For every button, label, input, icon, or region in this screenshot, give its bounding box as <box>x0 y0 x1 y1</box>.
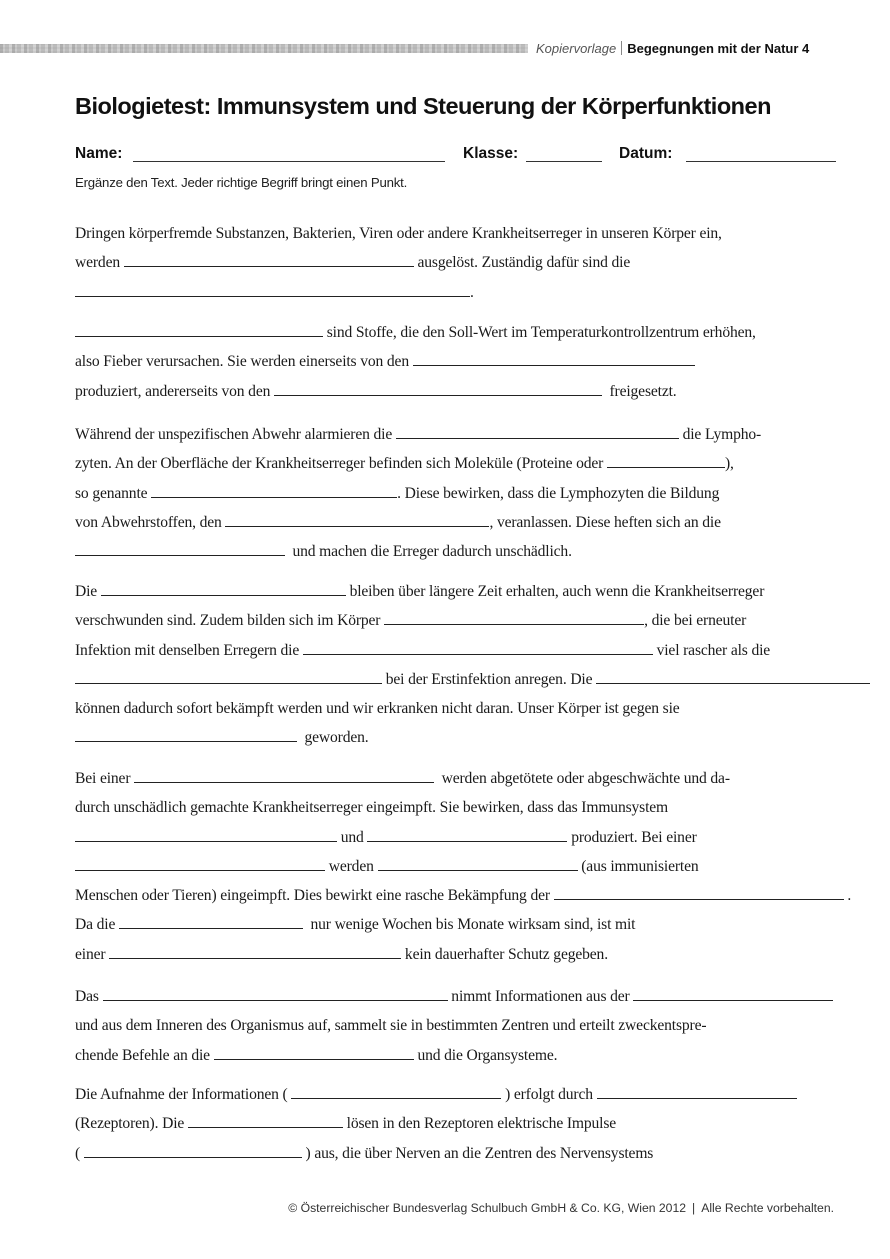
text-segment: von Abwehrstoffen, den <box>75 513 226 531</box>
text-line <box>75 793 845 822</box>
text-segment: verschwunden sind. Zudem bilden sich im Körper <box>75 612 385 630</box>
text-line <box>75 537 845 566</box>
text-line <box>75 636 845 665</box>
answer-blank[interactable] <box>101 582 346 596</box>
text-segment: . <box>843 887 852 905</box>
class-label: Klasse: <box>463 145 519 162</box>
rights-text: Alle Rechte vorbehalten. <box>701 1201 834 1215</box>
text-segment: und <box>337 828 368 846</box>
text-line <box>75 881 852 910</box>
text-segment: ), <box>724 455 734 473</box>
text-segment: einer <box>75 945 110 963</box>
text-line <box>75 1011 845 1040</box>
text-segment: Während der unspezifischen Abwehr alarmieren die <box>75 426 396 443</box>
paragraph <box>75 1080 845 1168</box>
text-line <box>75 665 845 694</box>
text-segment: freigesetzt. <box>602 382 677 400</box>
text-segment: nur wenige Wochen bis Monate wirksam sind, ist mit <box>302 916 636 934</box>
text-line <box>75 764 845 793</box>
text-segment: ( <box>75 1144 84 1162</box>
header-decorative-band <box>0 44 528 53</box>
text-segment: , die bei erneuter <box>644 612 747 630</box>
text-line <box>75 479 845 508</box>
text-segment: ) erfolgt durch <box>501 1086 597 1103</box>
text-line <box>75 449 845 478</box>
paragraph <box>75 764 852 969</box>
text-line <box>75 723 845 752</box>
answer-blank[interactable] <box>554 886 844 900</box>
date-field[interactable] <box>686 161 836 162</box>
paragraph <box>75 982 845 1070</box>
text-segment: produziert, andererseits von den <box>75 382 274 400</box>
text-segment: und aus dem Inneren des Organismus auf, sammelt sie in bestimmten Zentren und erteilt zweckentspre- <box>75 1017 707 1035</box>
answer-blank[interactable] <box>151 484 397 498</box>
answer-blank[interactable] <box>119 915 303 929</box>
text-segment: ausgelöst. Zuständig dafür sind die <box>413 254 631 272</box>
date-label: Datum: <box>619 145 673 162</box>
text-segment: und die Organsysteme. <box>413 1046 558 1064</box>
paragraph <box>75 577 845 753</box>
text-line <box>75 377 845 406</box>
text-segment: (aus immunisierten <box>577 857 699 875</box>
answer-blank[interactable] <box>596 670 870 684</box>
text-segment: Das <box>75 988 103 1005</box>
text-line <box>75 248 845 277</box>
page-footer <box>288 1201 834 1215</box>
answer-blank[interactable] <box>303 641 653 655</box>
header-divider <box>621 41 622 55</box>
text-segment: bleiben über längere Zeit erhalten, auch wenn die Krankheitserreger <box>345 583 765 600</box>
answer-blank[interactable] <box>291 1085 501 1099</box>
answer-blank[interactable] <box>413 352 695 366</box>
text-line <box>75 823 845 852</box>
answer-blank[interactable] <box>75 323 323 337</box>
text-segment: nimmt Informationen aus der <box>447 988 634 1005</box>
text-segment: die Lympho- <box>678 426 762 443</box>
text-line <box>75 606 845 635</box>
answer-blank[interactable] <box>124 253 414 267</box>
text-segment: bei der Erstinfektion anregen. Die <box>382 670 597 688</box>
answer-blank[interactable] <box>225 513 489 527</box>
name-field[interactable] <box>133 161 445 162</box>
text-line <box>75 278 845 307</box>
text-segment: . Diese bewirken, dass die Lymphozyten die Bildung <box>397 484 720 502</box>
answer-blank[interactable] <box>597 1085 797 1099</box>
answer-blank[interactable] <box>75 857 325 871</box>
text-line <box>75 219 845 248</box>
text-segment: , veranlassen. Diese heften sich an die <box>489 513 721 531</box>
text-line <box>75 1139 845 1168</box>
text-segment: Bei einer <box>75 770 135 787</box>
text-segment: Dringen körperfremde Substanzen, Bakterien, Viren oder andere Krankheitserreger in unseren Körper ein, <box>75 225 722 242</box>
text-line <box>75 347 845 376</box>
text-segment: werden <box>75 254 124 272</box>
text-segment: also Fieber verursachen. Sie werden einerseits von den <box>75 353 413 371</box>
answer-blank[interactable] <box>633 987 833 1001</box>
answer-blank[interactable] <box>75 670 382 684</box>
answer-blank[interactable] <box>84 1144 302 1158</box>
answer-blank[interactable] <box>607 454 725 468</box>
text-line <box>75 1080 845 1109</box>
answer-blank[interactable] <box>109 945 401 959</box>
text-segment: . <box>470 283 474 301</box>
answer-blank[interactable] <box>134 769 434 783</box>
text-line <box>75 420 845 449</box>
text-segment: durch unschädlich gemachte Krankheitserreger eingeimpft. Sie bewirken, dass das Immunsystem <box>75 799 669 817</box>
text-line <box>75 852 845 881</box>
text-segment: zyten. An der Oberfläche der Krankheitserreger befinden sich Moleküle (Proteine oder <box>75 455 607 473</box>
page-header <box>536 39 809 59</box>
answer-blank[interactable] <box>75 728 297 742</box>
paragraph <box>75 219 845 307</box>
footer-divider: | <box>692 1201 696 1215</box>
text-line <box>75 508 845 537</box>
text-segment: Infektion mit denselben Erregern die <box>75 641 303 659</box>
text-line <box>75 910 845 939</box>
text-segment: sind Stoffe, die den Soll-Wert im Temperaturkontrollzentrum erhöhen, <box>323 324 756 341</box>
text-segment: chende Befehle an die <box>75 1046 214 1064</box>
text-segment: kein dauerhafter Schutz gegeben. <box>401 945 608 963</box>
text-line <box>75 1109 845 1138</box>
student-info-row <box>75 142 837 166</box>
answer-blank[interactable] <box>367 828 567 842</box>
paragraph <box>75 318 845 406</box>
header-label: Kopiervorlage <box>536 41 617 56</box>
text-segment: werden abgetötete oder abgeschwächte und da- <box>434 770 730 787</box>
text-line <box>75 982 845 1011</box>
text-line <box>75 940 845 969</box>
answer-blank[interactable] <box>103 987 448 1001</box>
text-line <box>75 318 845 347</box>
answer-blank[interactable] <box>274 382 602 396</box>
answer-blank[interactable] <box>384 611 644 625</box>
text-segment: Da die <box>75 916 119 934</box>
answer-blank[interactable] <box>75 828 337 842</box>
answer-blank[interactable] <box>214 1046 414 1060</box>
instruction-text: Ergänze den Text. Jeder richtige Begriff bringt einen Punkt. <box>75 175 408 190</box>
text-segment: und machen die Erreger dadurch unschädlich. <box>285 543 572 561</box>
paragraph <box>75 420 845 566</box>
text-segment: (Rezeptoren). Die <box>75 1115 188 1133</box>
answer-blank[interactable] <box>75 283 470 297</box>
text-line <box>75 577 845 606</box>
answer-blank[interactable] <box>396 425 679 439</box>
text-segment: so genannte <box>75 484 152 502</box>
text-segment: Menschen oder Tieren) eingeimpft. Dies bewirkt eine rasche Bekämpfung der <box>75 887 554 905</box>
text-segment: lösen in den Rezeptoren elektrische Impulse <box>342 1115 617 1133</box>
text-line <box>75 694 845 723</box>
header-book-title: Begegnungen mit der Natur 4 <box>627 41 810 56</box>
page-title: Biologietest: Immunsystem und Steuerung der Körperfunktionen <box>75 93 771 119</box>
answer-blank[interactable] <box>378 857 578 871</box>
text-segment: ) aus, die über Nerven an die Zentren des Nervensystems <box>301 1144 654 1162</box>
text-segment: geworden. <box>297 729 369 747</box>
text-segment: können dadurch sofort bekämpft werden und wir erkranken nicht daran. Unser Körper ist gegen sie <box>75 700 680 718</box>
text-segment: produziert. Bei einer <box>567 828 697 846</box>
text-segment: Die Aufnahme der Informationen ( <box>75 1086 292 1103</box>
copyright-text: © Österreichischer Bundesverlag Schulbuch GmbH & Co. KG, Wien 2012 <box>288 1201 687 1215</box>
answer-blank[interactable] <box>188 1114 343 1128</box>
text-line <box>75 1041 845 1070</box>
class-field[interactable] <box>526 161 602 162</box>
name-label: Name: <box>75 145 123 162</box>
text-segment: viel rascher als die <box>652 641 771 659</box>
text-segment: Die <box>75 583 101 600</box>
answer-blank[interactable] <box>75 542 285 556</box>
text-segment: werden <box>325 857 378 875</box>
